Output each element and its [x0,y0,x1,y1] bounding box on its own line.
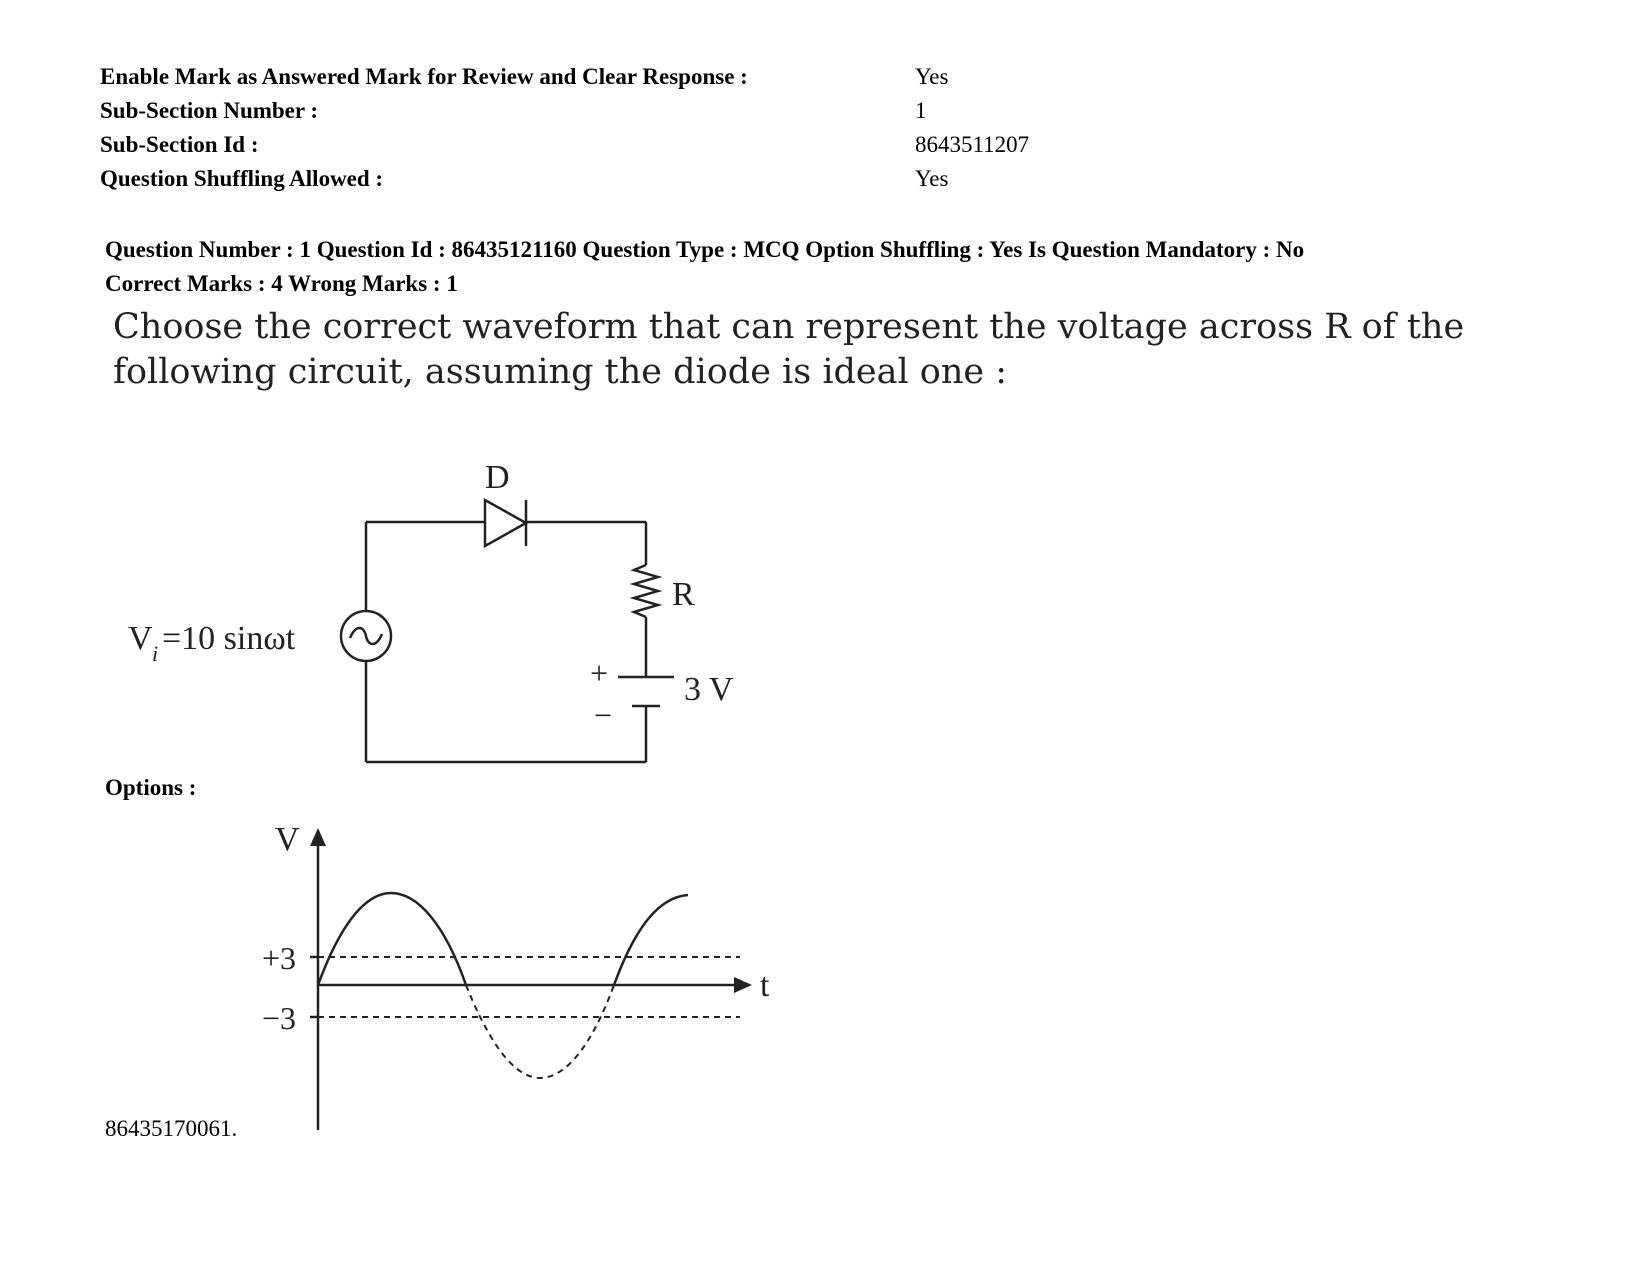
meta-row [100,162,1100,196]
question-header: Question Number : 1 Question Id : 86435121160 Question Type : MCQ Option Shuffling : Yes Is Question Mandatory : No [105,237,1305,262]
meta-row [100,60,1100,94]
diode-triangle [485,500,526,546]
battery-minus-sign: − [594,697,613,733]
meta-label: Question Shuffling Allowed : [100,166,384,191]
y-axis-label: V [275,821,300,858]
section-metadata [100,60,1100,196]
y-axis-arrow-icon [310,828,326,846]
source-label-main: V [128,620,153,657]
meta-label: Sub-Section Id : [100,132,259,157]
option-id: 86435170061. [105,1116,238,1141]
meta-value: 1 [915,98,927,123]
meta-row [100,128,1100,162]
question-marks: Correct Marks : 4 Wrong Marks : 1 [105,271,458,296]
question-text: Choose the correct waveform that can represent the voltage across R of the following circuit, assuming the diode is ideal one : [113,307,1465,392]
meta-label: Enable Mark as Answered Mark for Review and Clear Response : [100,64,748,89]
tick-label-plus3: +3 [262,940,297,976]
meta-row [100,94,1100,128]
source-label-rest: =10 sinωt [162,620,296,657]
meta-value: Yes [915,64,949,89]
waveform-rising-part [614,895,688,985]
x-axis-label: t [760,967,770,1004]
option-waveform-graph [0,810,800,1140]
options-label: Options : [105,775,197,800]
resistor-zigzag [634,565,658,617]
ac-source-wave-icon [350,628,382,644]
waveform-positive-half [318,893,466,985]
battery-plus-sign: + [590,655,609,691]
source-label-subscript: i [152,641,159,666]
x-axis-arrow-icon [734,977,752,993]
battery-label: 3 V [684,671,734,708]
diode-label: D [485,459,510,496]
tick-label-minus3: −3 [262,1000,297,1036]
meta-label: Sub-Section Number : [100,98,319,123]
meta-value: Yes [915,166,949,191]
circuit-diagram [0,440,800,770]
meta-value: 8643511207 [915,132,1030,157]
waveform-negative-half-dashed [466,985,614,1078]
resistor-label: R [672,576,695,613]
